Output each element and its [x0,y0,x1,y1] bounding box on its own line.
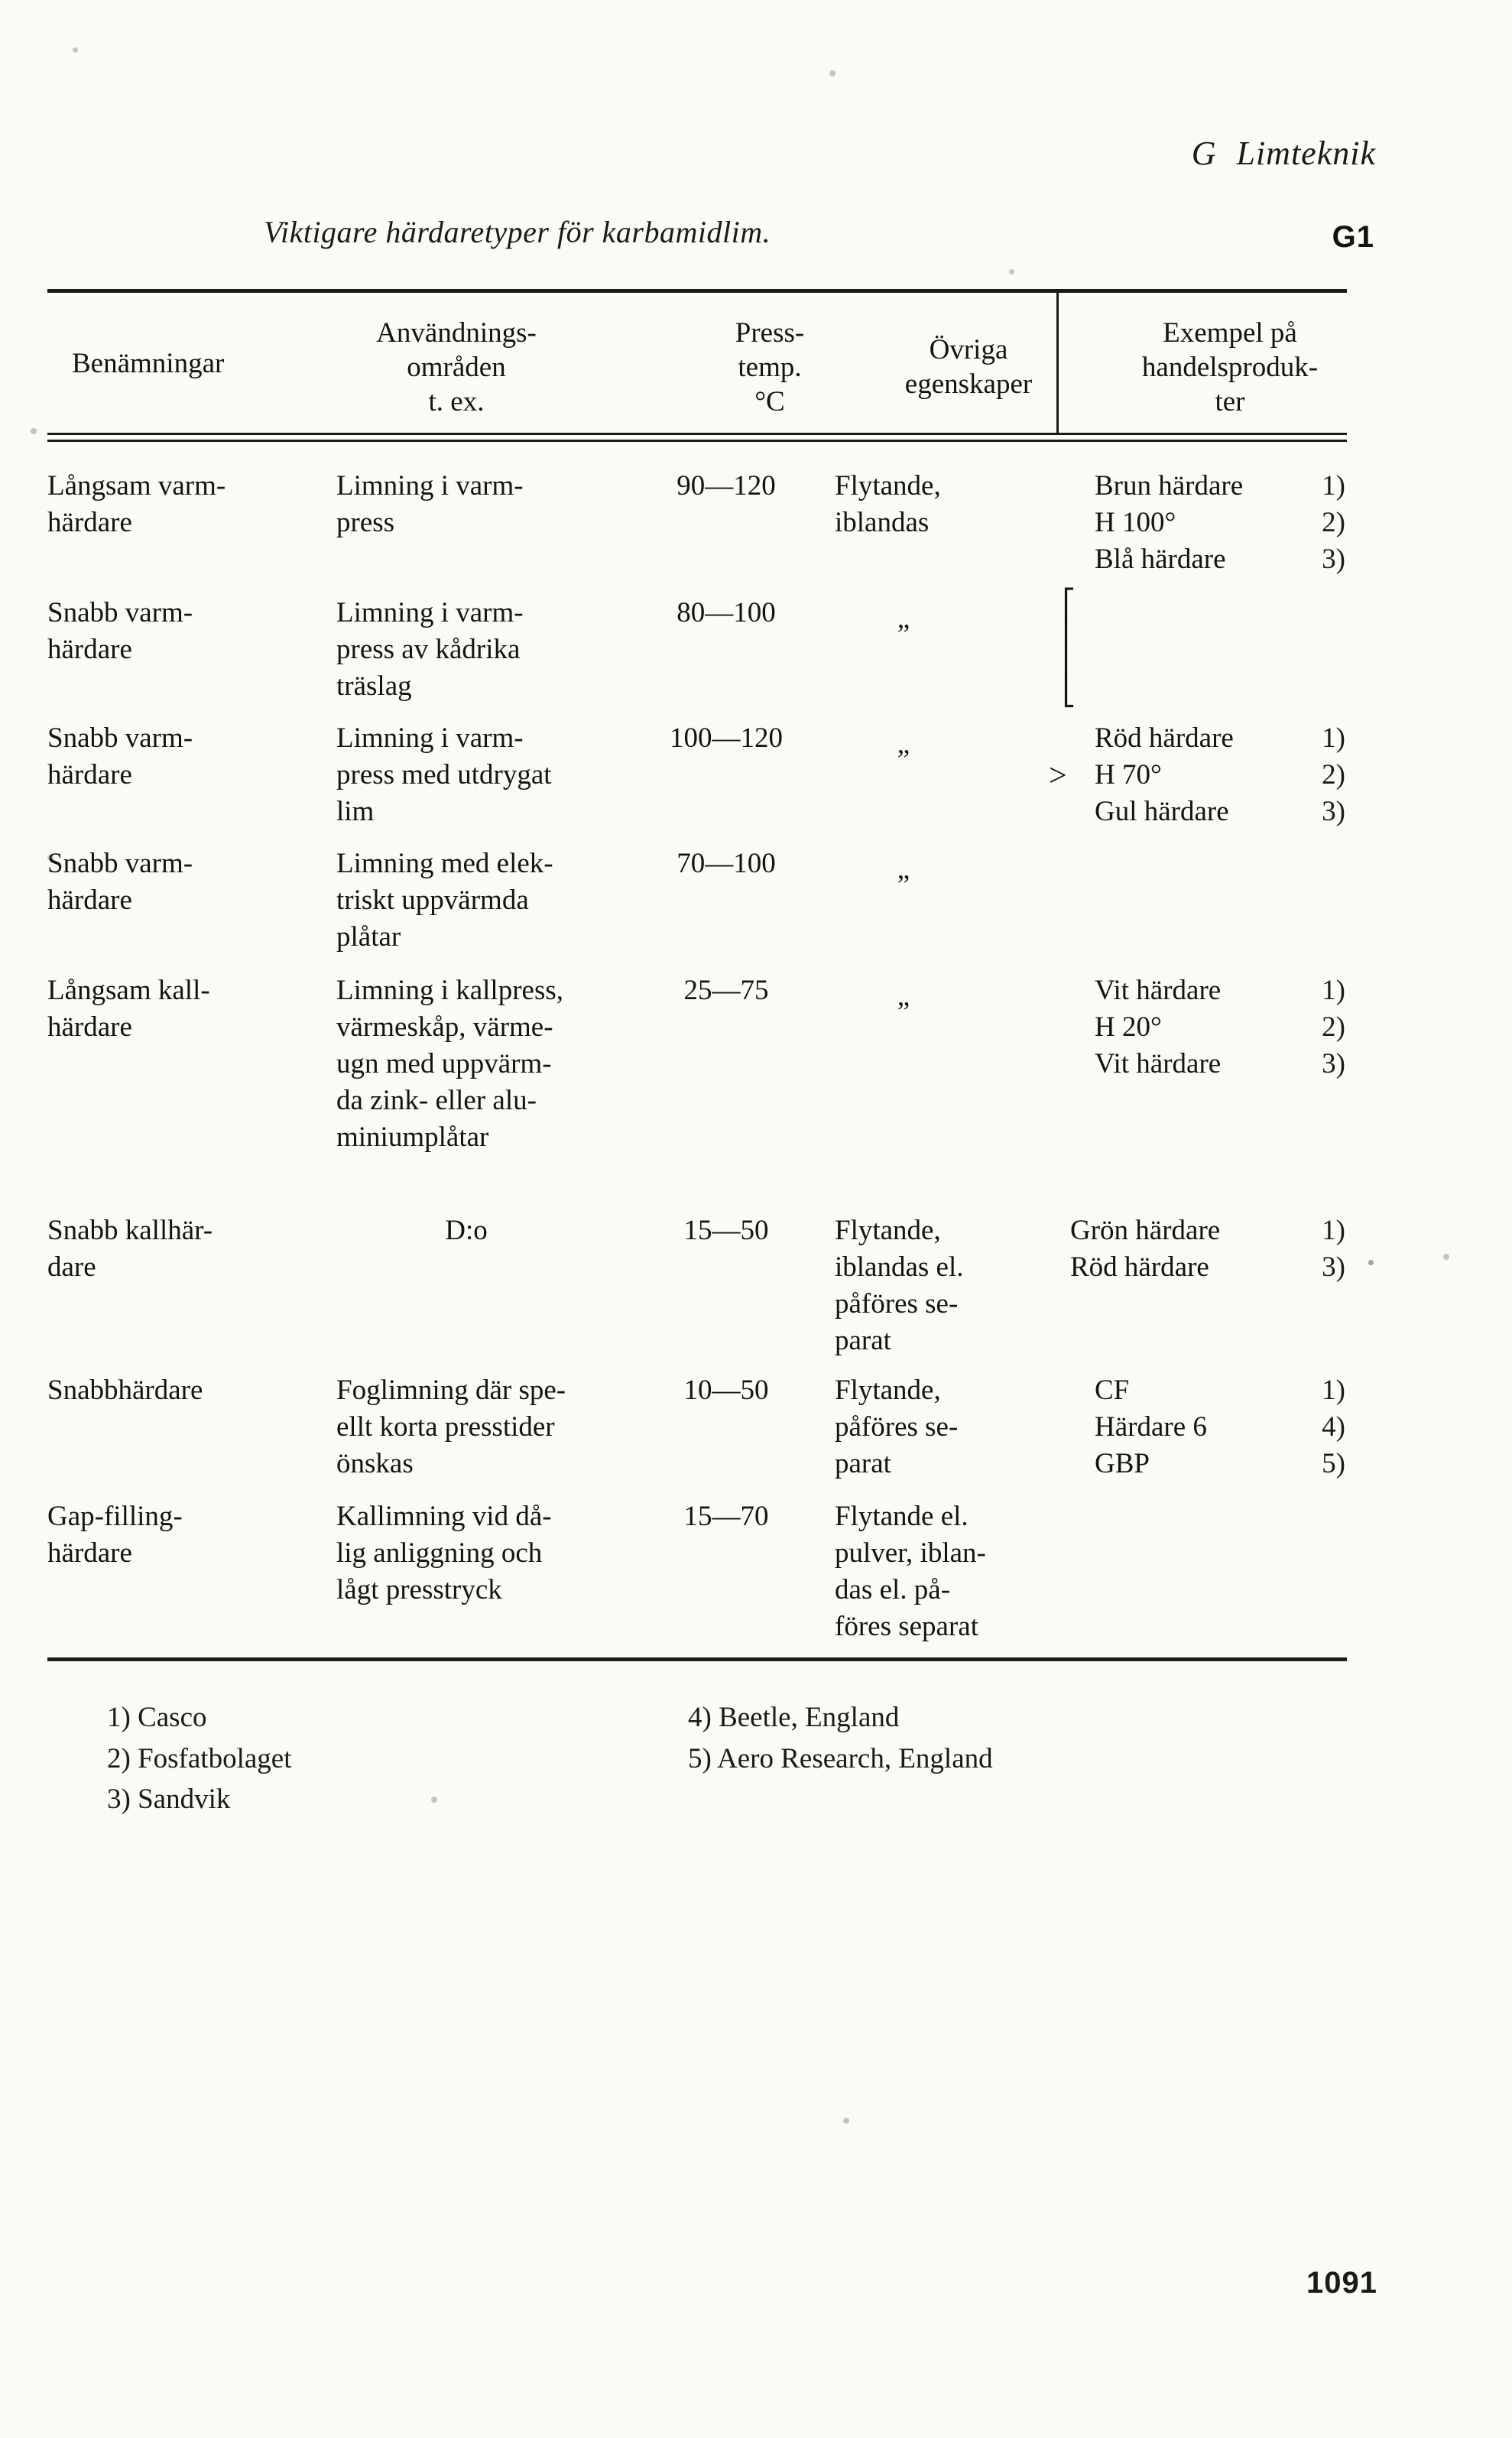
cell-exempel: Brun härdare H 100° Blå härdare [1095,470,1244,576]
page-number: 1091 [1306,2266,1377,2300]
cell-ovriga: „ [897,729,910,760]
footnote-item: 3) Sandvik [107,1784,231,1816]
scan-speck [31,428,37,434]
cell-ovriga: Flytande el. pulver, iblan- das el. på- föres separat [835,1501,986,1643]
cell-presstemp: 15—50 [683,1215,769,1246]
cell-ovriga: Flytande, iblandas [835,470,941,539]
table-header-row [47,302,1347,436]
cell-exempel: CF Härdare 6 GBP [1095,1375,1207,1480]
table-header-rule-2 [47,440,1347,442]
cell-benamningar: Snabbhärdare [47,1375,203,1406]
group-brace: ⎡ ⎢ ⎢ ⎣ [1063,589,1076,708]
cell-anvandning: D:o [445,1215,488,1246]
cell-benamningar: Snabb varm- härdare [47,597,193,666]
scan-speck [829,70,835,76]
cell-presstemp: 10—50 [683,1375,769,1406]
cell-anvandning: Limning med elek- triskt uppvärmda plåtar [336,848,553,953]
cell-exempel-refs: 1) 3) [1322,1215,1345,1284]
cell-benamningar: Snabb kallhär- dare [47,1215,213,1284]
cell-exempel-refs: 1) 4) 5) [1322,1375,1345,1480]
col-header-presstemp: Press- temp. °C [735,317,805,418]
cell-anvandning: Kallimning vid då- lig anliggning och lågt presstryck [336,1501,552,1606]
cell-ovriga: Flytande, påföres se- parat [835,1375,959,1480]
cell-exempel: Röd härdare H 70° Gul härdare [1095,722,1234,828]
footnotes-left [107,1697,291,1820]
scan-speck [1443,1254,1449,1260]
footnote-item: 2) Fosfatbolaget [107,1742,292,1774]
section-letter: G [1191,135,1217,172]
col-header-ovriga: Övriga egenskaper [904,334,1033,401]
cell-anvandning: Limning i kallpress, värmeskåp, värme- ugn med uppvärm- da zink- eller alu- miniumplåtar [336,975,563,1154]
cell-benamningar: Snabb varm- härdare [47,848,193,917]
scan-speck [1009,269,1014,274]
cell-exempel-refs: 1) 2) 3) [1322,975,1345,1080]
running-head [1192,134,1376,173]
cell-anvandning: Limning i varm- press [336,470,524,539]
cell-ovriga: Flytande, iblandas el. påföres se- parat [835,1215,964,1357]
scan-speck [843,2118,849,2124]
cell-benamningar: Långsam kall- härdare [47,975,210,1044]
cell-exempel: Grön härdare Röd härdare [1070,1215,1221,1284]
cell-benamningar: Gap-filling- härdare [47,1501,183,1570]
cell-benamningar: Långsam varm- härdare [47,470,226,539]
cell-anvandning: Limning i varm- press av kådrika träslag [336,597,524,703]
cell-presstemp: 100—120 [670,722,783,754]
footnote-item: 5) Aero Research, England [688,1742,993,1774]
col-header-anvandning: Användnings- områden t. ex. [376,317,537,418]
section-word: Limteknik [1236,135,1376,172]
table-bottom-rule [47,1657,1347,1661]
cell-exempel: Vit härdare H 20° Vit härdare [1095,975,1222,1080]
cell-presstemp: 25—75 [683,975,769,1006]
section-tag [1332,220,1374,255]
scan-speck [1368,1260,1374,1265]
cell-ovriga: „ [897,854,910,885]
cell-ovriga: „ [897,981,910,1012]
table-top-rule [47,289,1347,293]
group-brace-pointer: > [1049,758,1067,794]
cell-exempel-refs: 1) 2) 3) [1322,722,1345,828]
cell-presstemp: 70—100 [677,848,776,879]
scan-speck [431,1797,437,1803]
cell-presstemp: 15—70 [683,1501,769,1532]
footnote-item: 4) Beetle, England [688,1702,900,1733]
cell-anvandning: Limning i varm- press med utdrygat lim [336,722,552,828]
section-tag-label: G1 [1332,220,1374,254]
cell-presstemp: 90—120 [677,470,776,502]
footnote-item: 1) Casco [107,1702,207,1733]
col-header-exempel: Exempel på handelsproduk- ter [1141,317,1319,418]
cell-ovriga: „ [897,603,910,635]
scan-speck [73,47,78,53]
cell-anvandning: Foglimning där spe- ellt korta presstider önskas [336,1375,566,1480]
cell-benamningar: Snabb varm- härdare [47,722,193,791]
col-header-benamningar: Benämningar [72,348,225,379]
table-caption: Viktigare härdaretyper för karbamidlim. [264,215,771,249]
cell-presstemp: 80—100 [677,597,776,628]
cell-exempel-refs: 1) 2) 3) [1322,470,1345,576]
footnotes-right [688,1697,993,1779]
